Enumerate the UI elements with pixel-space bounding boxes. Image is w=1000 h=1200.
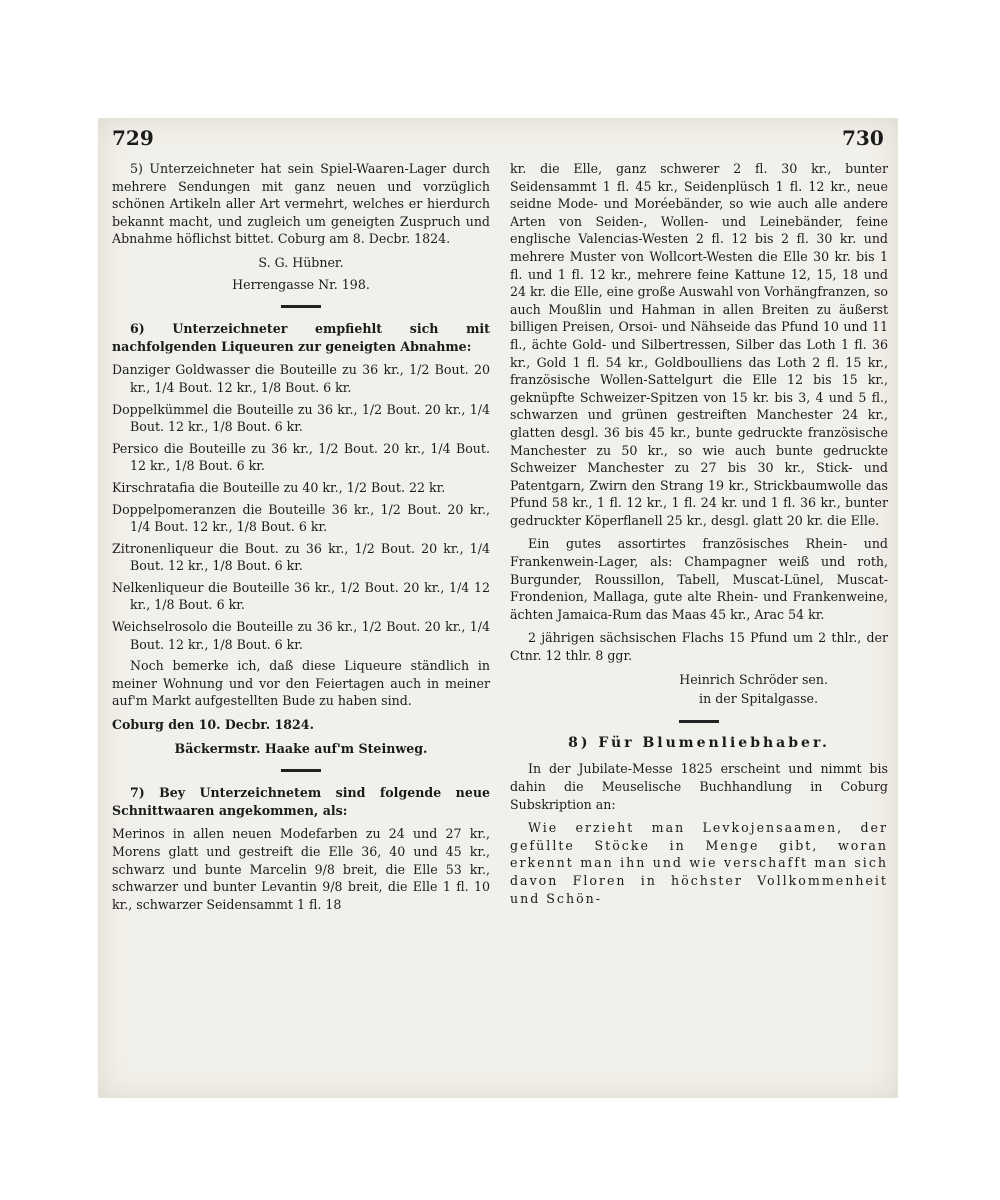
ad-6-signer: Bäckermstr. Haake auf'm Steinweg. [174, 740, 428, 756]
liqueur-item: Doppelpomeranzen die Bouteille 36 kr., 1/2 Bout. 20 kr., 1/4 Bout. 12 kr., 1/8 Bout. 6 kr. [112, 501, 490, 535]
ad-5-text: 5) Unterzeichneter hat sein Spiel-Waaren-Lager durch mehrere Sendungen mit ganz neuen und vorzüglich schönen Artikeln aller Art vermehrt, welches er hierdurch bekannt macht, und zugleich um geneigten Zuspruch und Abnahme höflichst bittet. Coburg am 8. Decbr. 1824. [112, 161, 490, 247]
right-column [510, 160, 888, 913]
liqueur-item: Doppelkümmel die Bouteille zu 36 kr., 1/2 Bout. 20 kr., 1/4 Bout. 12 kr., 1/8 Bout. 6 kr. [112, 401, 490, 435]
liqueur-item: Danziger Goldwasser die Bouteille zu 36 kr., 1/2 Bout. 20 kr., 1/4 Bout. 12 kr., 1/8 Bout. 6 kr. [112, 362, 490, 395]
flax-offer: 2 jährigen sächsischen Flachs 15 Pfund um 2 thlr., der Ctnr. 12 thlr. 8 ggr. [510, 630, 888, 664]
page-number-right: 730 [842, 126, 884, 150]
divider-rule [679, 720, 719, 723]
liqueur-item: Zitronenliqueur die Bout. zu 36 kr., 1/2 Bout. 20 kr., 1/4 Bout. 12 kr., 1/8 Bout. 6 kr. [112, 540, 490, 574]
divider-rule [281, 305, 321, 308]
ad-7-signer: Heinrich Schröder sen. [679, 671, 828, 687]
ad-5-signer: S. G. Hübner. [258, 254, 344, 270]
ad-5-address: Herrengasse Nr. 198. [232, 276, 370, 292]
ad-6-date: Coburg den 10. Decbr. 1824. [112, 717, 314, 733]
ad-6-intro: 6) Unterzeichneter empfiehlt sich mit nachfolgenden Liqueuren zur geneigten Abnahme: [112, 321, 490, 354]
liqueur-item: Weichselrosolo die Bouteille zu 36 kr., 1/2 Bout. 20 kr., 1/4 Bout. 12 kr., 1/8 Bout. 6 kr. [112, 619, 490, 652]
ad-7-intro: 7) Bey Unterzeichnetem sind folgende neue Schnittwaaren angekommen, als: [112, 785, 490, 818]
ad-8-intro: In der Jubilate-Messe 1825 erscheint und nimmt bis dahin die Meuselische Buchhandlung in Coburg Subskription an: [510, 761, 888, 812]
ad-6-note: Noch bemerke ich, daß diese Liqueure ständlich in meiner Wohnung und vor den Feiertagen auch in meiner auf'm Markt aufgestellten Bude zu haben sind. [112, 658, 490, 709]
ad-8-heading: 8) Für Blumenliebhaber. [568, 734, 830, 751]
ad-8-book-title: Wie erzieht man Levkojensaamen, der gefüllte Stöcke in Menge gibt, woran erkennt man ihn und wie verschafft man sich davon Floren in höchster Vollkommenheit und Schön- [510, 820, 888, 906]
ad-7-continued: kr. die Elle, ganz schwerer 2 fl. 30 kr., bunter Seidensammt 1 fl. 45 kr., Seidenplüsch 1 fl. 12 kr., neue seidne Mode- und Moréebänder, so wie auch alle andere Arten von Seiden-, Wollen- und Leinebänder, feine englische Valencias-Westen 2 fl. 12 bis 2 fl. 30 kr. und mehrere Muster von Wollcort-Westen die Elle 30 kr. bis 1 fl. und 1 fl. 12 kr., mehrere feine Kattune 12, 15, 18 und 24 kr. die Elle, eine große Auswahl von Vorhängfranzen, so auch Moußlin und Hahman in allen Breiten zu äußerst billigen Preisen, Orsoi- und Nähseide das Pfund 10 und 11 fl., ächte Gold- und Silbertressen, Silber das Loth 1 fl. 36 kr., Gold 1 fl. 54 kr., Goldboulliens das Loth 2 fl. 15 kr., französische Wollen-Sattelgurt die Elle 12 bis 15 kr., geknüpfte Schweizer-Spitzen von 15 kr. bis 3, 4 und 5 fl., schwarzen und grünen gestreiften Manchester 24 kr., glatten desgl. 36 bis 45 kr., bunte gedruckte französische Manchester zu 50 kr., so wie auch bunte gedruckte Schweizer Manchester zu 27 bis 30 kr., Stick- und Patentgarn, Zwirn den Strang 19 kr., Strickbaumwolle das Pfund 58 kr., 1 fl. 12 kr., 1 fl. 24 kr. und 1 fl. 36 kr., bunter gedruckter Köperflanell 25 kr., desgl. glatt 20 kr. die Elle. [510, 161, 888, 528]
wine-offer: Ein gutes assortirtes französisches Rhein- und Frankenwein-Lager, als: Champagner weiß und roth, Burgunder, Roussillon, Tabell, Muscat-Lünel, Muscat-Frondenion, Mallaga, gute alte Rhein- und Frankenweine, ächten Jamaica-Rum das Maas 45 kr., Arac 54 kr. [510, 536, 888, 622]
ad-7-signer-address: in der Spitalgasse. [699, 691, 818, 707]
left-column [112, 160, 490, 919]
page-number-left: 729 [112, 126, 154, 150]
liqueur-item: Nelkenliqueur die Bouteille 36 kr., 1/2 Bout. 20 kr., 1/4 12 kr., 1/8 Bout. 6 kr. [112, 579, 490, 613]
liqueur-item: Kirschratafia die Bouteille zu 40 kr., 1/2 Bout. 22 kr. [112, 479, 446, 495]
divider-rule [281, 769, 321, 772]
ad-7-text: Merinos in allen neuen Modefarben zu 24 und 27 kr., Morens glatt und gestreift die Elle 36, 40 und 45 kr., schwarz und bunte Marcelin 9/8 breit, die Elle 53 kr., schwarzer und bunter Levantin 9/8 breit, die Elle 1 fl. 10 kr., schwarzer Seidensammt 1 fl. 18 [112, 826, 490, 912]
liqueur-item: Persico die Bouteille zu 36 kr., 1/2 Bout. 20 kr., 1/4 Bout. 12 kr., 1/8 Bout. 6 kr. [112, 440, 490, 474]
